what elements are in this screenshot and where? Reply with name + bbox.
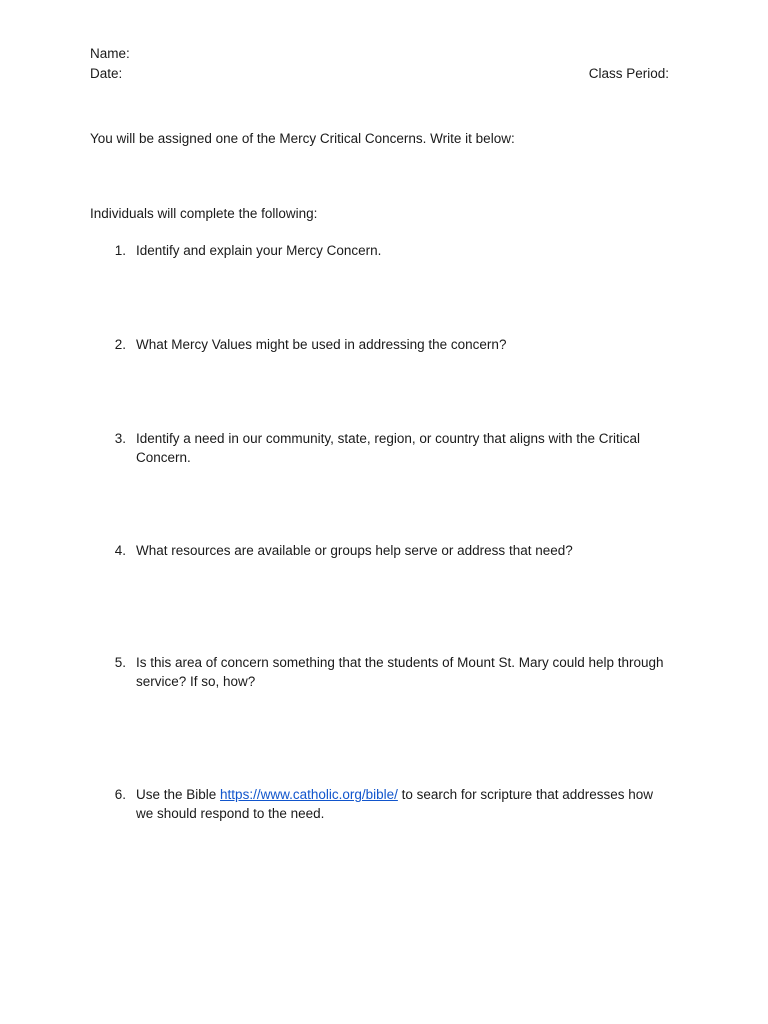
list-item-text-before-link: Use the Bible — [136, 787, 221, 802]
class-period-label: Class Period: — [588, 66, 669, 81]
list-item-text — [136, 653, 686, 691]
bible-link[interactable]: https://www.catholic.org/bible/ — [220, 787, 398, 802]
list-item-text-line1: Identify a need in our community, state, region, or country that aligns with the Critical — [136, 431, 640, 446]
list-item-text: What resources are available or groups help serve or address that need? — [136, 543, 573, 558]
list-item-number: 3. — [114, 431, 126, 446]
list-item-text: Identify and explain your Mercy Concern. — [136, 243, 382, 258]
list-item-text-line2: service? If so, how? — [136, 674, 256, 689]
list-item-text-line2: Concern. — [136, 450, 191, 465]
list-item-text — [136, 785, 686, 823]
list-item-text-line1: Is this area of concern something that the students of Mount St. Mary could help through — [136, 655, 664, 670]
list-item-number: 6. — [114, 787, 126, 802]
list-item-number: 1. — [114, 243, 126, 258]
list-item-number: 5. — [114, 655, 126, 670]
date-label: Date: — [90, 66, 123, 81]
list-item-number: 4. — [114, 543, 126, 558]
list-item-number: 2. — [114, 337, 126, 352]
list-item-text-after-link: to search for scripture that addresses how — [397, 787, 654, 802]
list-item-text: What Mercy Values might be used in addressing the concern? — [136, 337, 507, 352]
name-label: Name: — [90, 46, 130, 61]
individuals-instruction: Individuals will complete the following: — [90, 206, 318, 221]
intro-instruction: You will be assigned one of the Mercy Critical Concerns. Write it below: — [90, 131, 515, 146]
list-item-text-line2: we should respond to the need. — [136, 806, 325, 821]
list-item-text — [136, 429, 686, 467]
